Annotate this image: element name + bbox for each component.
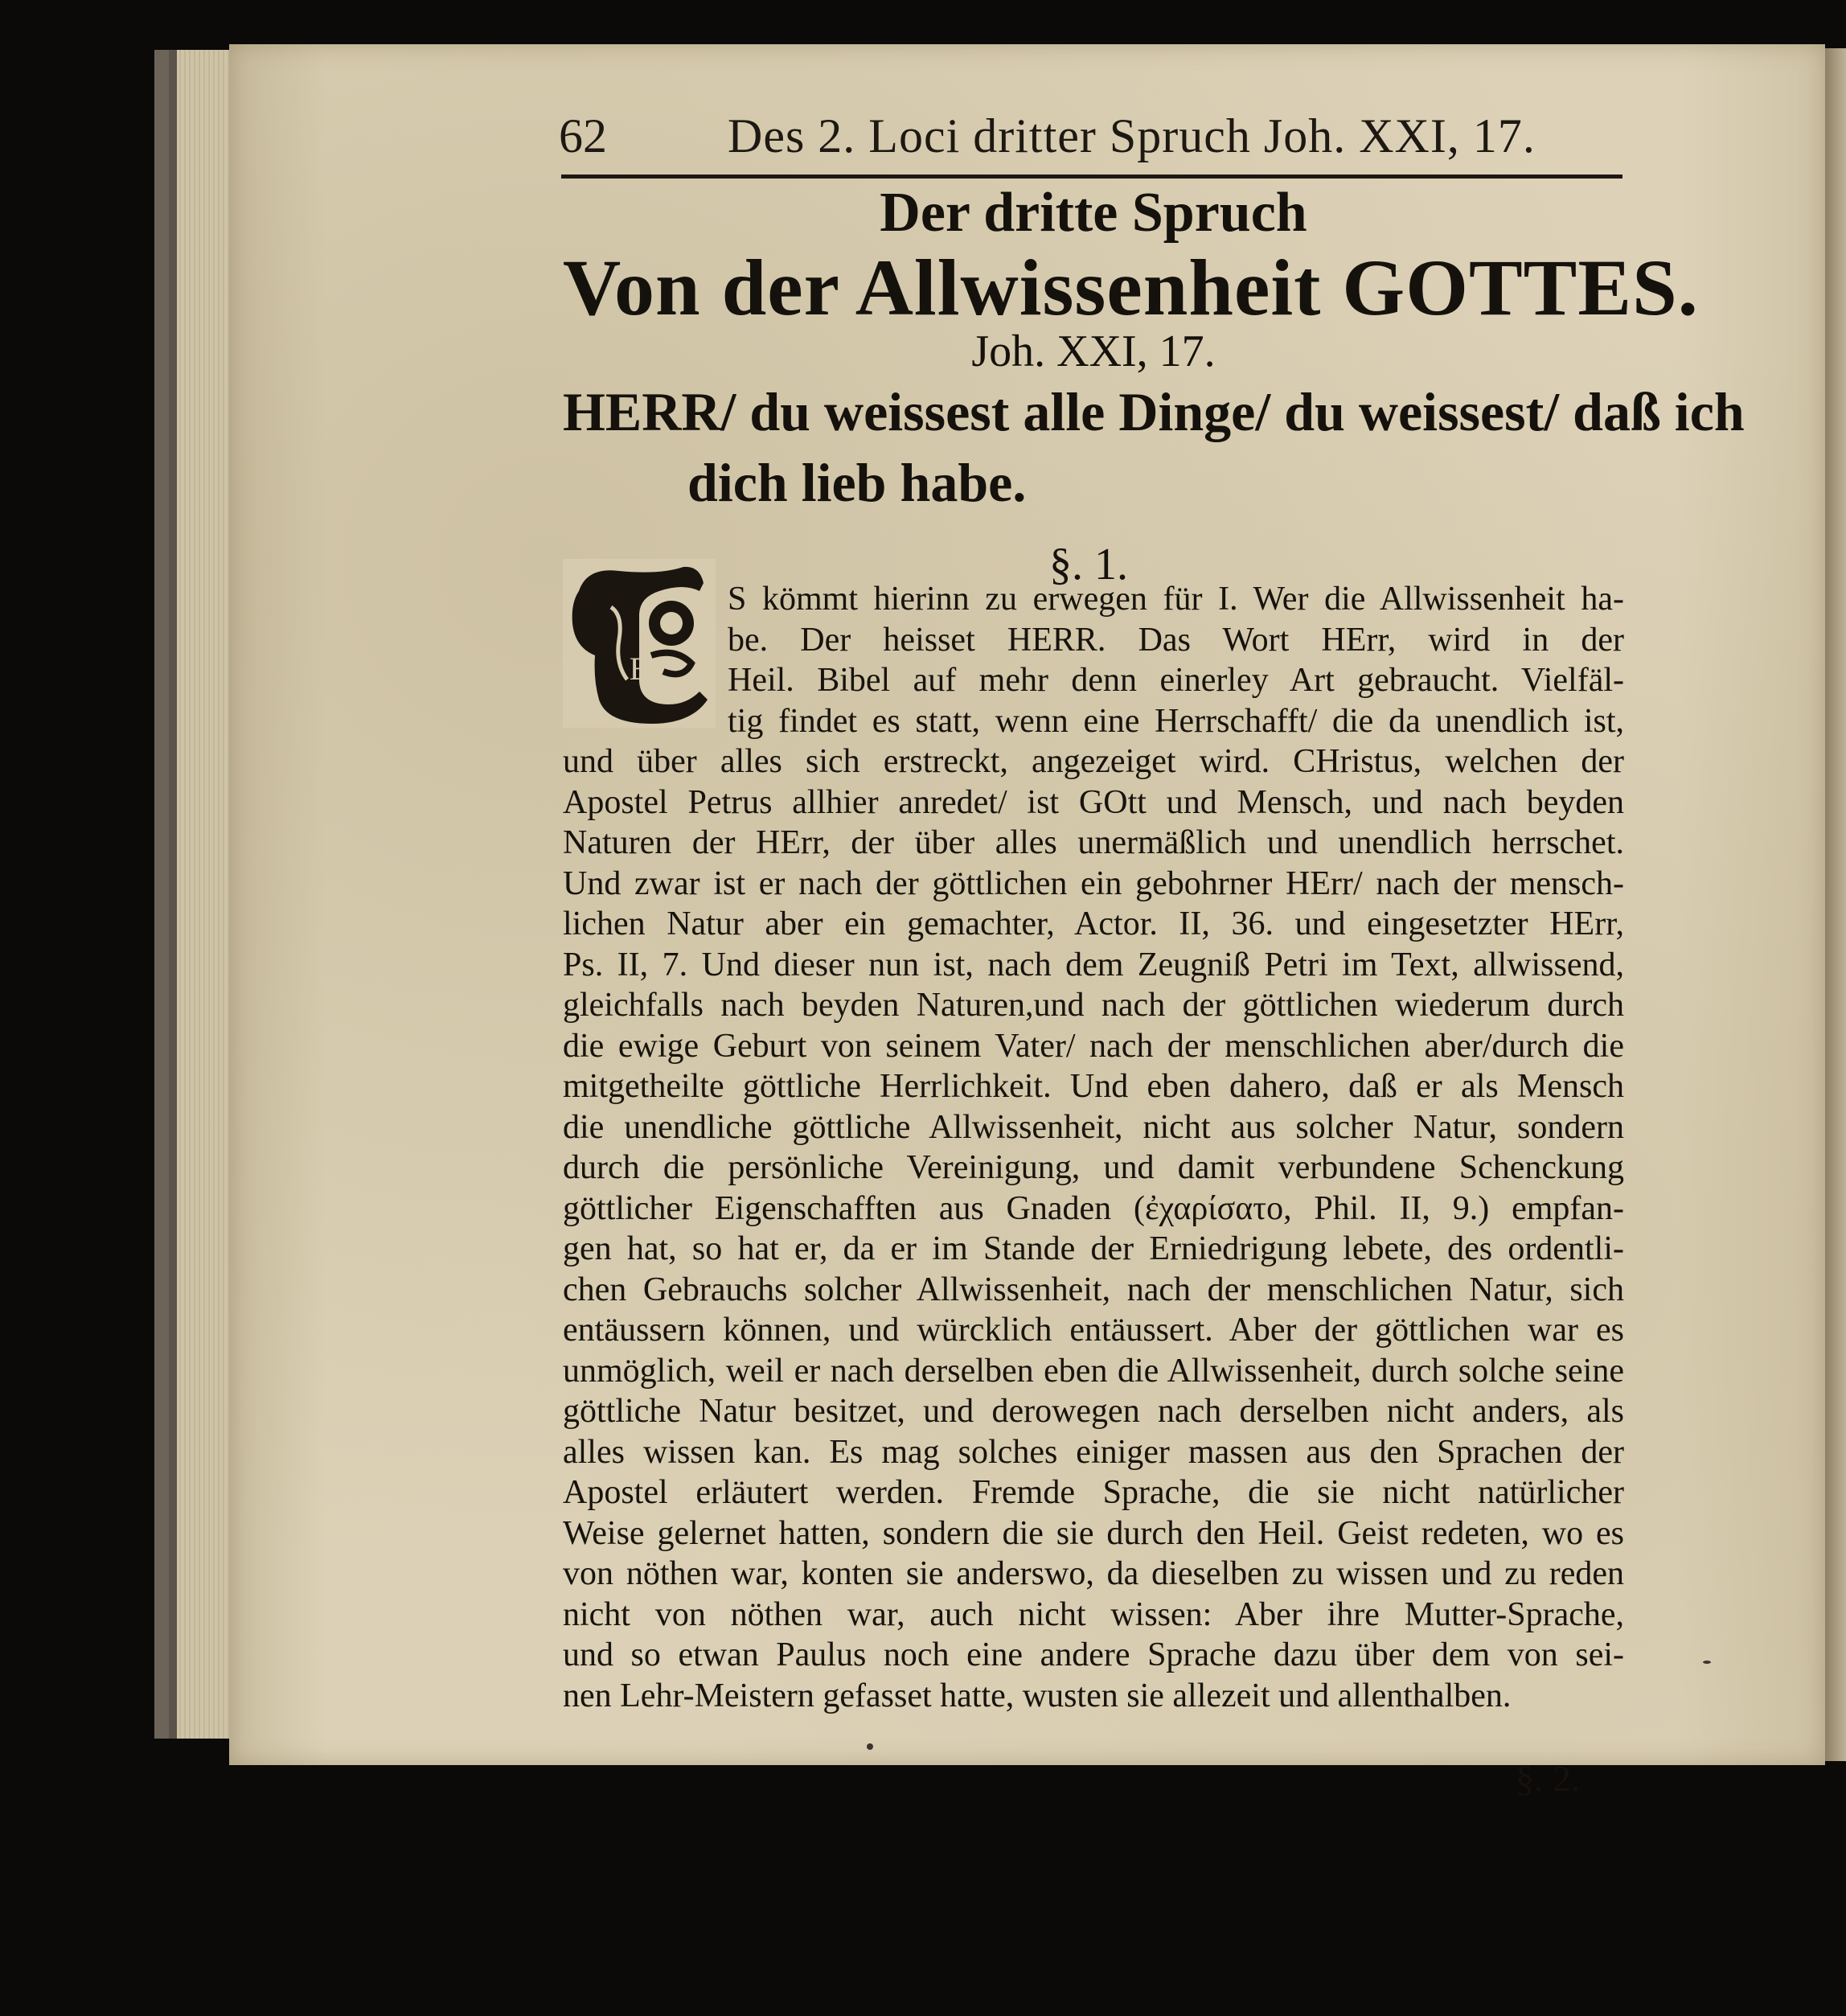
text-line: lichen Natur aber ein gemachter, Actor. II, 36. und eingesetzter HErr, [563,905,1624,942]
text-line: Heil. Bibel auf mehr denn einerley Art gebraucht. Vielfäl- [728,662,1624,699]
text-line: und so etwan Paulus noch eine andere Sprache dazu über dem von sei- [563,1636,1624,1673]
text-line: Und zwar ist er nach der göttlichen ein gebohrner HErr/ nach der mensch- [563,864,1624,902]
text-line: durch die persönliche Vereinigung, und damit verbundene Schenckung [563,1149,1624,1186]
header-rule [561,175,1622,179]
text-line: göttlicher Eigenschafften aus Gnaden (ἐχαρίσατο, Phil. II, 9.) empfan- [563,1189,1624,1227]
facing-page-edge [1825,48,1846,1761]
page-number: 62 [559,109,607,162]
initial-letter: E [629,651,650,687]
text-line: be. Der heisset HERR. Das Wort HErr, wird in der [728,621,1624,659]
text-line: alles wissen kan. Es mag solches einiger massen aus den Sprachen der [563,1433,1624,1471]
section-mark: §. 1. [1049,540,1128,589]
heading-reference: Joh. XXI, 17. [971,326,1216,376]
section-body [563,579,1624,1716]
text-line: tig findet es statt, wenn eine Herrschafft/ die da unendlich ist, [728,702,1624,740]
text-line: Apostel erläutert werden. Fremde Sprache, die sie nicht natürlicher [563,1474,1624,1511]
text-line: Apostel Petrus allhier anredet/ ist GOtt und Mensch, und nach beyden [563,783,1624,821]
text-line: die ewige Geburt von seinem Vater/ nach der menschlichen aber/durch die [563,1027,1624,1065]
text-line: nicht von nöthen war, auch nicht wissen: Aber ihre Mutter-Sprache, [563,1595,1624,1633]
running-head-text: Des 2. Loci dritter Spruch Joh. XXI, 17. [728,109,1536,162]
paper-speck [867,1743,873,1750]
text-line: gleichfalls nach beyden Naturen,und nach der göttlichen wiederum durch [563,987,1624,1024]
text-line: nen Lehr-Meistern gefasset hatte, wusten sie allezeit und allenthalben. [563,1677,1512,1714]
heading-line-2: Von der Allwissenheit GOTTES. [563,243,1699,332]
text-line: Naturen der HErr, der über alles unermäßlich und unendlich herrschet. [563,824,1624,861]
text-line: göttliche Natur besitzet, und derowegen nach derselben nicht anders, als [563,1393,1624,1430]
running-head [559,109,1620,173]
text-line: Ps. II, 7. Und dieser nun ist, nach dem Zeugniß Petri im Text, allwissend, [563,946,1624,983]
text-line: chen Gebrauchs solcher Allwissenheit, nach der menschlichen Natur, sich [563,1271,1624,1308]
motto-line-1: HERR/ du weissest alle Dinge/ du weissest/ daß ich [563,381,1745,442]
catchword: §. 2. [1516,1758,1581,1799]
text-line: S kömmt hierinn zu erwegen für I. Wer die Allwissenheit ha- [728,581,1624,618]
text-line: entäussern können, und würcklich entäussert. Aber der göttlichen war es [563,1312,1624,1349]
motto-verse [563,376,1745,518]
text-line: mitgetheilte göttliche Herrlichkeit. Und eben dahero, daß er als Mensch [563,1068,1624,1105]
text-line: gen hat, so hat er, da er im Stande der Erniedrigung lebete, des ordentli- [563,1230,1624,1267]
heading-line-1: Der dritte Spruch [880,182,1307,244]
text-line: die unendliche göttliche Allwissenheit, nicht aus solcher Natur, sondern [563,1108,1624,1146]
text-line: und über alles sich erstreckt, angezeiget wird. CHristus, welchen der [563,743,1624,780]
text-line: Weise gelernet hatten, sondern die sie durch den Heil. Geist redeten, wo es [563,1514,1624,1552]
text-line: von nöthen war, konten sie anderswo, da dieselben zu wissen und zu reden [563,1555,1624,1592]
motto-line-2: dich lieb habe. [687,452,1027,513]
text-line: unmöglich, weil er nach derselben eben die Allwissenheit, durch solche seine [563,1352,1624,1390]
paper-speck [1703,1661,1711,1664]
